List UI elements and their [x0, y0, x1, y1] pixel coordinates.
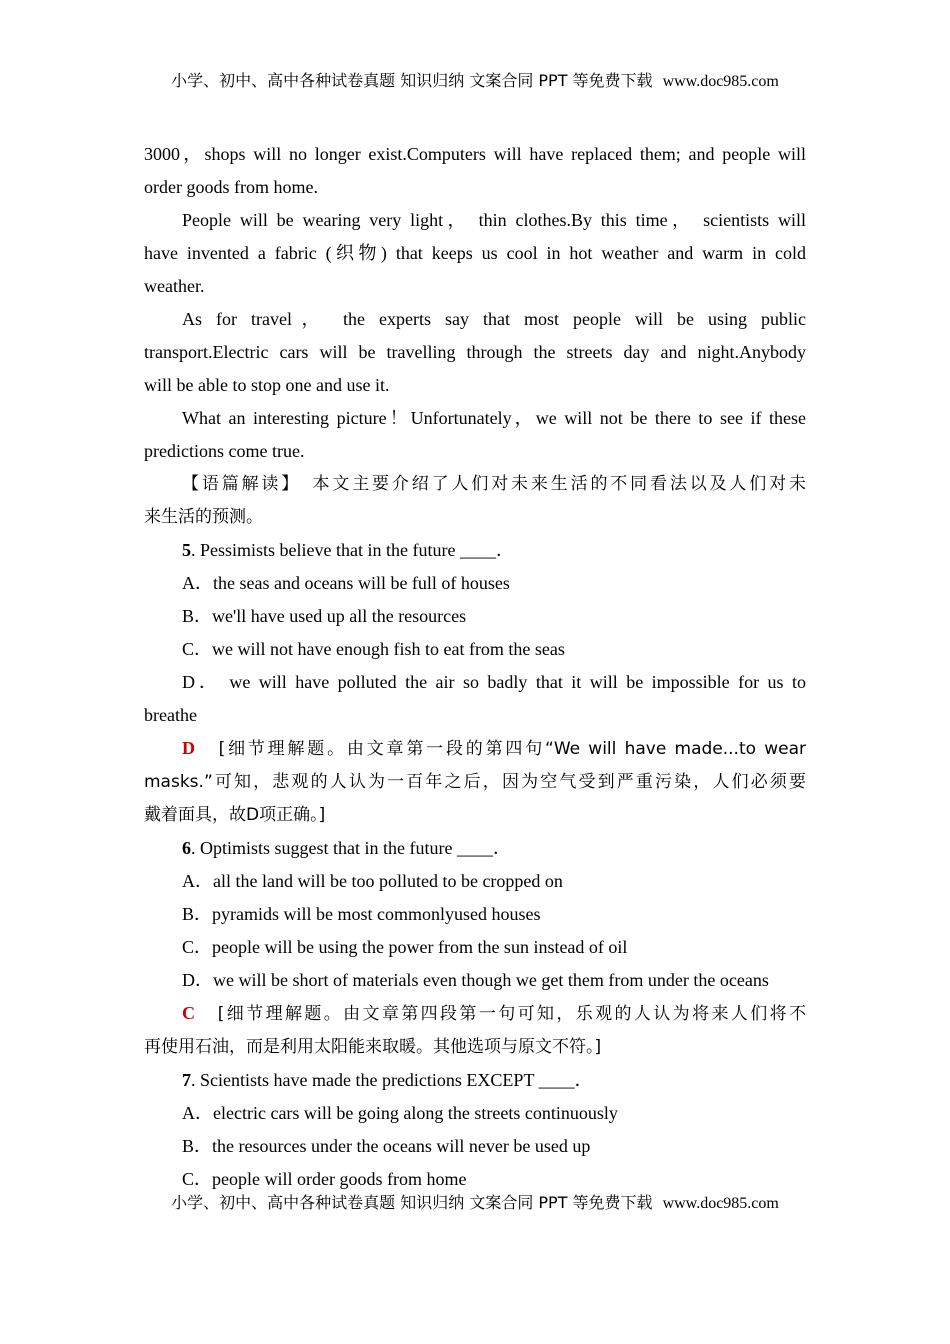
question-text: . Scientists have made the predictions EXCEPT ____．	[191, 1070, 593, 1090]
option-a: A．the seas and oceans will be full of houses	[182, 573, 510, 593]
page-header	[0, 68, 950, 91]
question-number: 5	[182, 540, 191, 560]
option-c: C．we will not have enough fish to eat from the seas	[182, 639, 565, 659]
option-b: B．pyramids will be most commonlyused houses	[182, 904, 541, 924]
question-text: . Pessimists believe that in the future ____．	[191, 540, 514, 560]
passage-line: will be able to stop one and use it.	[144, 375, 390, 395]
option-a: A．all the land will be too polluted to be cropped on	[182, 871, 563, 891]
option-d: D．we will be short of materials even though we get them from under the oceans	[182, 970, 769, 990]
passage-line: transport.Electric cars will be travelling through the streets day and night.Anybody	[144, 342, 806, 362]
explanation-line	[144, 732, 806, 766]
page-footer	[0, 1190, 950, 1213]
question-5-stem	[144, 534, 806, 567]
document-body	[144, 138, 806, 1196]
passage-line: have invented a fabric (织物) that keeps us cool in hot weather and warm in cold	[144, 243, 806, 263]
question-7-stem	[144, 1064, 806, 1097]
option-d-continued: breathe	[144, 705, 197, 725]
answer-letter: D	[182, 738, 195, 758]
passage-line: As for travel， the experts say that most people will be using public	[182, 309, 806, 329]
header-text: 小学、初中、高中各种试卷真题 知识归纳 文案合同 PPT 等免费下载	[171, 71, 653, 90]
explanation-text: [细节理解题。由文章第四段第一句可知，乐观的人认为将来人们将不	[217, 1004, 806, 1024]
option-b: B．we'll have used up all the resources	[182, 606, 467, 626]
question-6-stem	[144, 832, 806, 865]
option-c: C．people will order goods from home	[182, 1169, 467, 1189]
passage-line: weather.	[144, 276, 205, 296]
question-number: 7	[182, 1070, 191, 1090]
footer-url[interactable]: www.doc985.com	[662, 1195, 779, 1212]
explanation-line	[144, 997, 806, 1031]
explanation-line: masks.”可知，悲观的人认为一百年之后，因为空气受到严重污染，人们必须要	[144, 772, 806, 792]
option-d: D． we will have polluted the air so badly that it will be impossible for us to	[182, 672, 806, 692]
passage-line: predictions come true.	[144, 441, 305, 461]
passage-line: What an interesting picture！Unfortunately，we will not be there to see if these	[182, 408, 806, 428]
option-b: B．the resources under the oceans will never be used up	[182, 1136, 591, 1156]
explanation-line: 再使用石油，而是利用太阳能来取暖。其他选项与原文不符。]	[144, 1037, 602, 1057]
analysis-line: 【语篇解读】 本文主要介绍了人们对未来生活的不同看法以及人们对未	[182, 474, 806, 494]
passage-line: People will be wearing very light， thin clothes.By this time， scientists will	[182, 210, 806, 230]
answer-letter: C	[182, 1003, 195, 1023]
explanation-text: [细节理解题。由文章第一段的第四句“We will have made...to wear	[218, 739, 807, 759]
question-number: 6	[182, 838, 191, 858]
analysis-line: 来生活的预测。	[144, 507, 263, 527]
option-c: C．people will be using the power from the sun instead of oil	[182, 937, 628, 957]
passage-line: 3000，shops will no longer exist.Computers will have replaced them; and people will	[144, 144, 806, 164]
question-text: . Optimists suggest that in the future ____．	[191, 838, 511, 858]
explanation-line: 戴着面具，故D项正确。]	[144, 805, 326, 825]
header-url[interactable]: www.doc985.com	[662, 73, 779, 90]
option-a: A．electric cars will be going along the streets continuously	[182, 1103, 618, 1123]
passage-line: order goods from home.	[144, 177, 318, 197]
footer-text: 小学、初中、高中各种试卷真题 知识归纳 文案合同 PPT 等免费下载	[171, 1193, 653, 1212]
